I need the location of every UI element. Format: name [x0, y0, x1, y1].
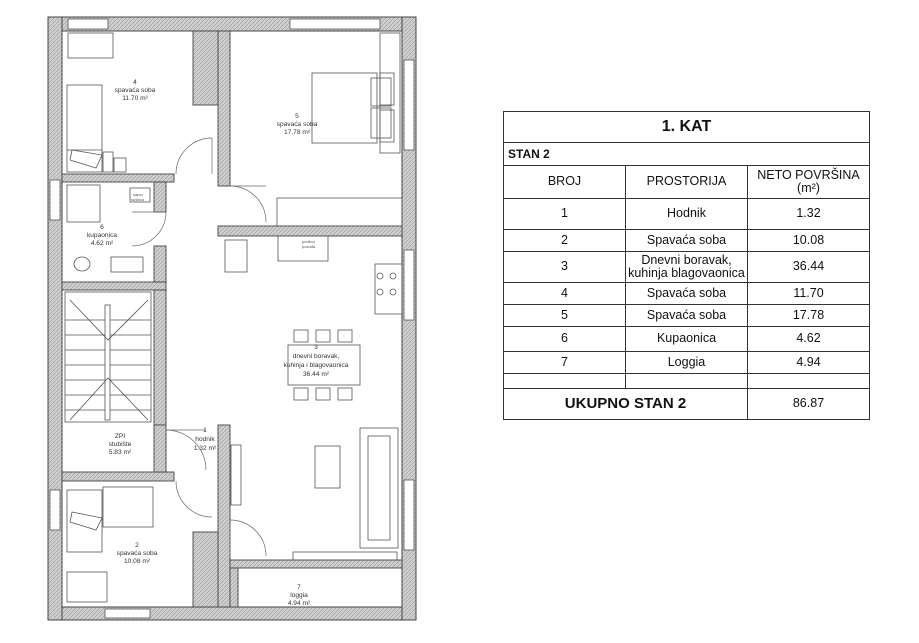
furniture [67, 33, 402, 602]
total-value: 86.87 [748, 389, 870, 420]
room-1-num: 1 [203, 427, 207, 434]
row-num: 1 [504, 199, 626, 230]
table-title: 1. KAT [504, 112, 870, 143]
row-area: 1.32 [748, 199, 870, 230]
blank-cell [626, 374, 748, 389]
room-3-name-1: dnevni boravak, [292, 353, 340, 360]
table-unit-row [504, 143, 870, 166]
row-area: 4.62 [748, 327, 870, 352]
room-6-num: 6 [100, 224, 104, 231]
table-header-row [504, 166, 870, 199]
table-row [504, 327, 870, 352]
room-2-area: 10.08 m² [123, 558, 151, 565]
table-row [504, 305, 870, 327]
row-num: 2 [504, 230, 626, 252]
windows [50, 19, 414, 618]
table-blank-row [504, 374, 870, 389]
room-3-num: 3 [314, 344, 318, 351]
area-table [503, 111, 870, 420]
header-prostorija: PROSTORIJA [626, 166, 748, 199]
room-4-name: spavaća soba [114, 87, 156, 94]
row-area: 17.78 [748, 305, 870, 327]
blank-cell [504, 374, 626, 389]
room-7-num: 7 [297, 584, 301, 591]
total-label: UKUPNO STAN 2 [504, 389, 748, 420]
room-5-name: spavaća soba [276, 121, 318, 128]
row-num: 4 [504, 283, 626, 305]
table-row [504, 283, 870, 305]
row-room [626, 252, 748, 283]
row-room: Spavaća soba [626, 230, 748, 252]
room-2-num: 2 [135, 542, 139, 549]
row-room: Spavaća soba [626, 305, 748, 327]
table-title-row [504, 112, 870, 143]
room-4-num: 4 [133, 79, 137, 86]
row-area: 10.08 [748, 230, 870, 252]
bath-appliance-label-2: sušilica [131, 197, 145, 202]
interior-walls [62, 31, 402, 607]
table-unit-label: STAN 2 [504, 143, 870, 166]
room-zpi-num: ZPI [114, 433, 126, 440]
room-2-name: spavaća soba [116, 550, 158, 557]
table-row [504, 352, 870, 374]
row-room: Loggia [626, 352, 748, 374]
doors [132, 138, 266, 556]
room-3-area: 36.44 m² [302, 371, 330, 378]
row-num: 6 [504, 327, 626, 352]
staircase [65, 292, 151, 422]
room-1-area: 1.32 m² [193, 445, 217, 452]
room-6-name: kupaonica [86, 232, 118, 239]
room-4-area: 11.70 m² [122, 95, 148, 102]
room-zpi-name: stubište [108, 441, 132, 448]
row-num: 7 [504, 352, 626, 374]
row-room: Spavaća soba [626, 283, 748, 305]
room-5-area: 17.78 m² [283, 129, 311, 136]
kitchen-appliance-label: perilica [302, 239, 315, 244]
kitchen-appliance-label-2: posuđa [302, 244, 316, 249]
row-area: 4.94 [748, 352, 870, 374]
row-num: 3 [504, 252, 626, 283]
blank-cell [748, 374, 870, 389]
row-room: Hodnik [626, 199, 748, 230]
row-area: 11.70 [748, 283, 870, 305]
table-row [504, 252, 870, 283]
bath-appliance-label: kaper [133, 192, 144, 197]
row-room: Kupaonica [626, 327, 748, 352]
header-broj: BROJ [504, 166, 626, 199]
row-area: 36.44 [748, 252, 870, 283]
room-zpi-area: 5.83 m² [108, 449, 132, 456]
room-6-area: 4.62 m² [90, 240, 114, 247]
room-7-area: 4.94 m² [287, 600, 311, 607]
row-num: 5 [504, 305, 626, 327]
table-row [504, 230, 870, 252]
row-room-line-1: Dnevni boravak, [641, 252, 732, 267]
room-1-name: hodnik [195, 436, 215, 443]
room-3-name-2: kuhinja i blagovaonica [283, 362, 349, 369]
table-total-row [504, 389, 870, 420]
outer-walls [48, 17, 416, 620]
header-neto-povrsina: NETO POVRŠINA (m²) [748, 166, 870, 199]
room-5-num: 5 [295, 113, 299, 120]
table-row [504, 199, 870, 230]
row-room-line-2: kuhinja blagovaonica [628, 266, 745, 280]
room-7-name: loggia [290, 592, 308, 599]
